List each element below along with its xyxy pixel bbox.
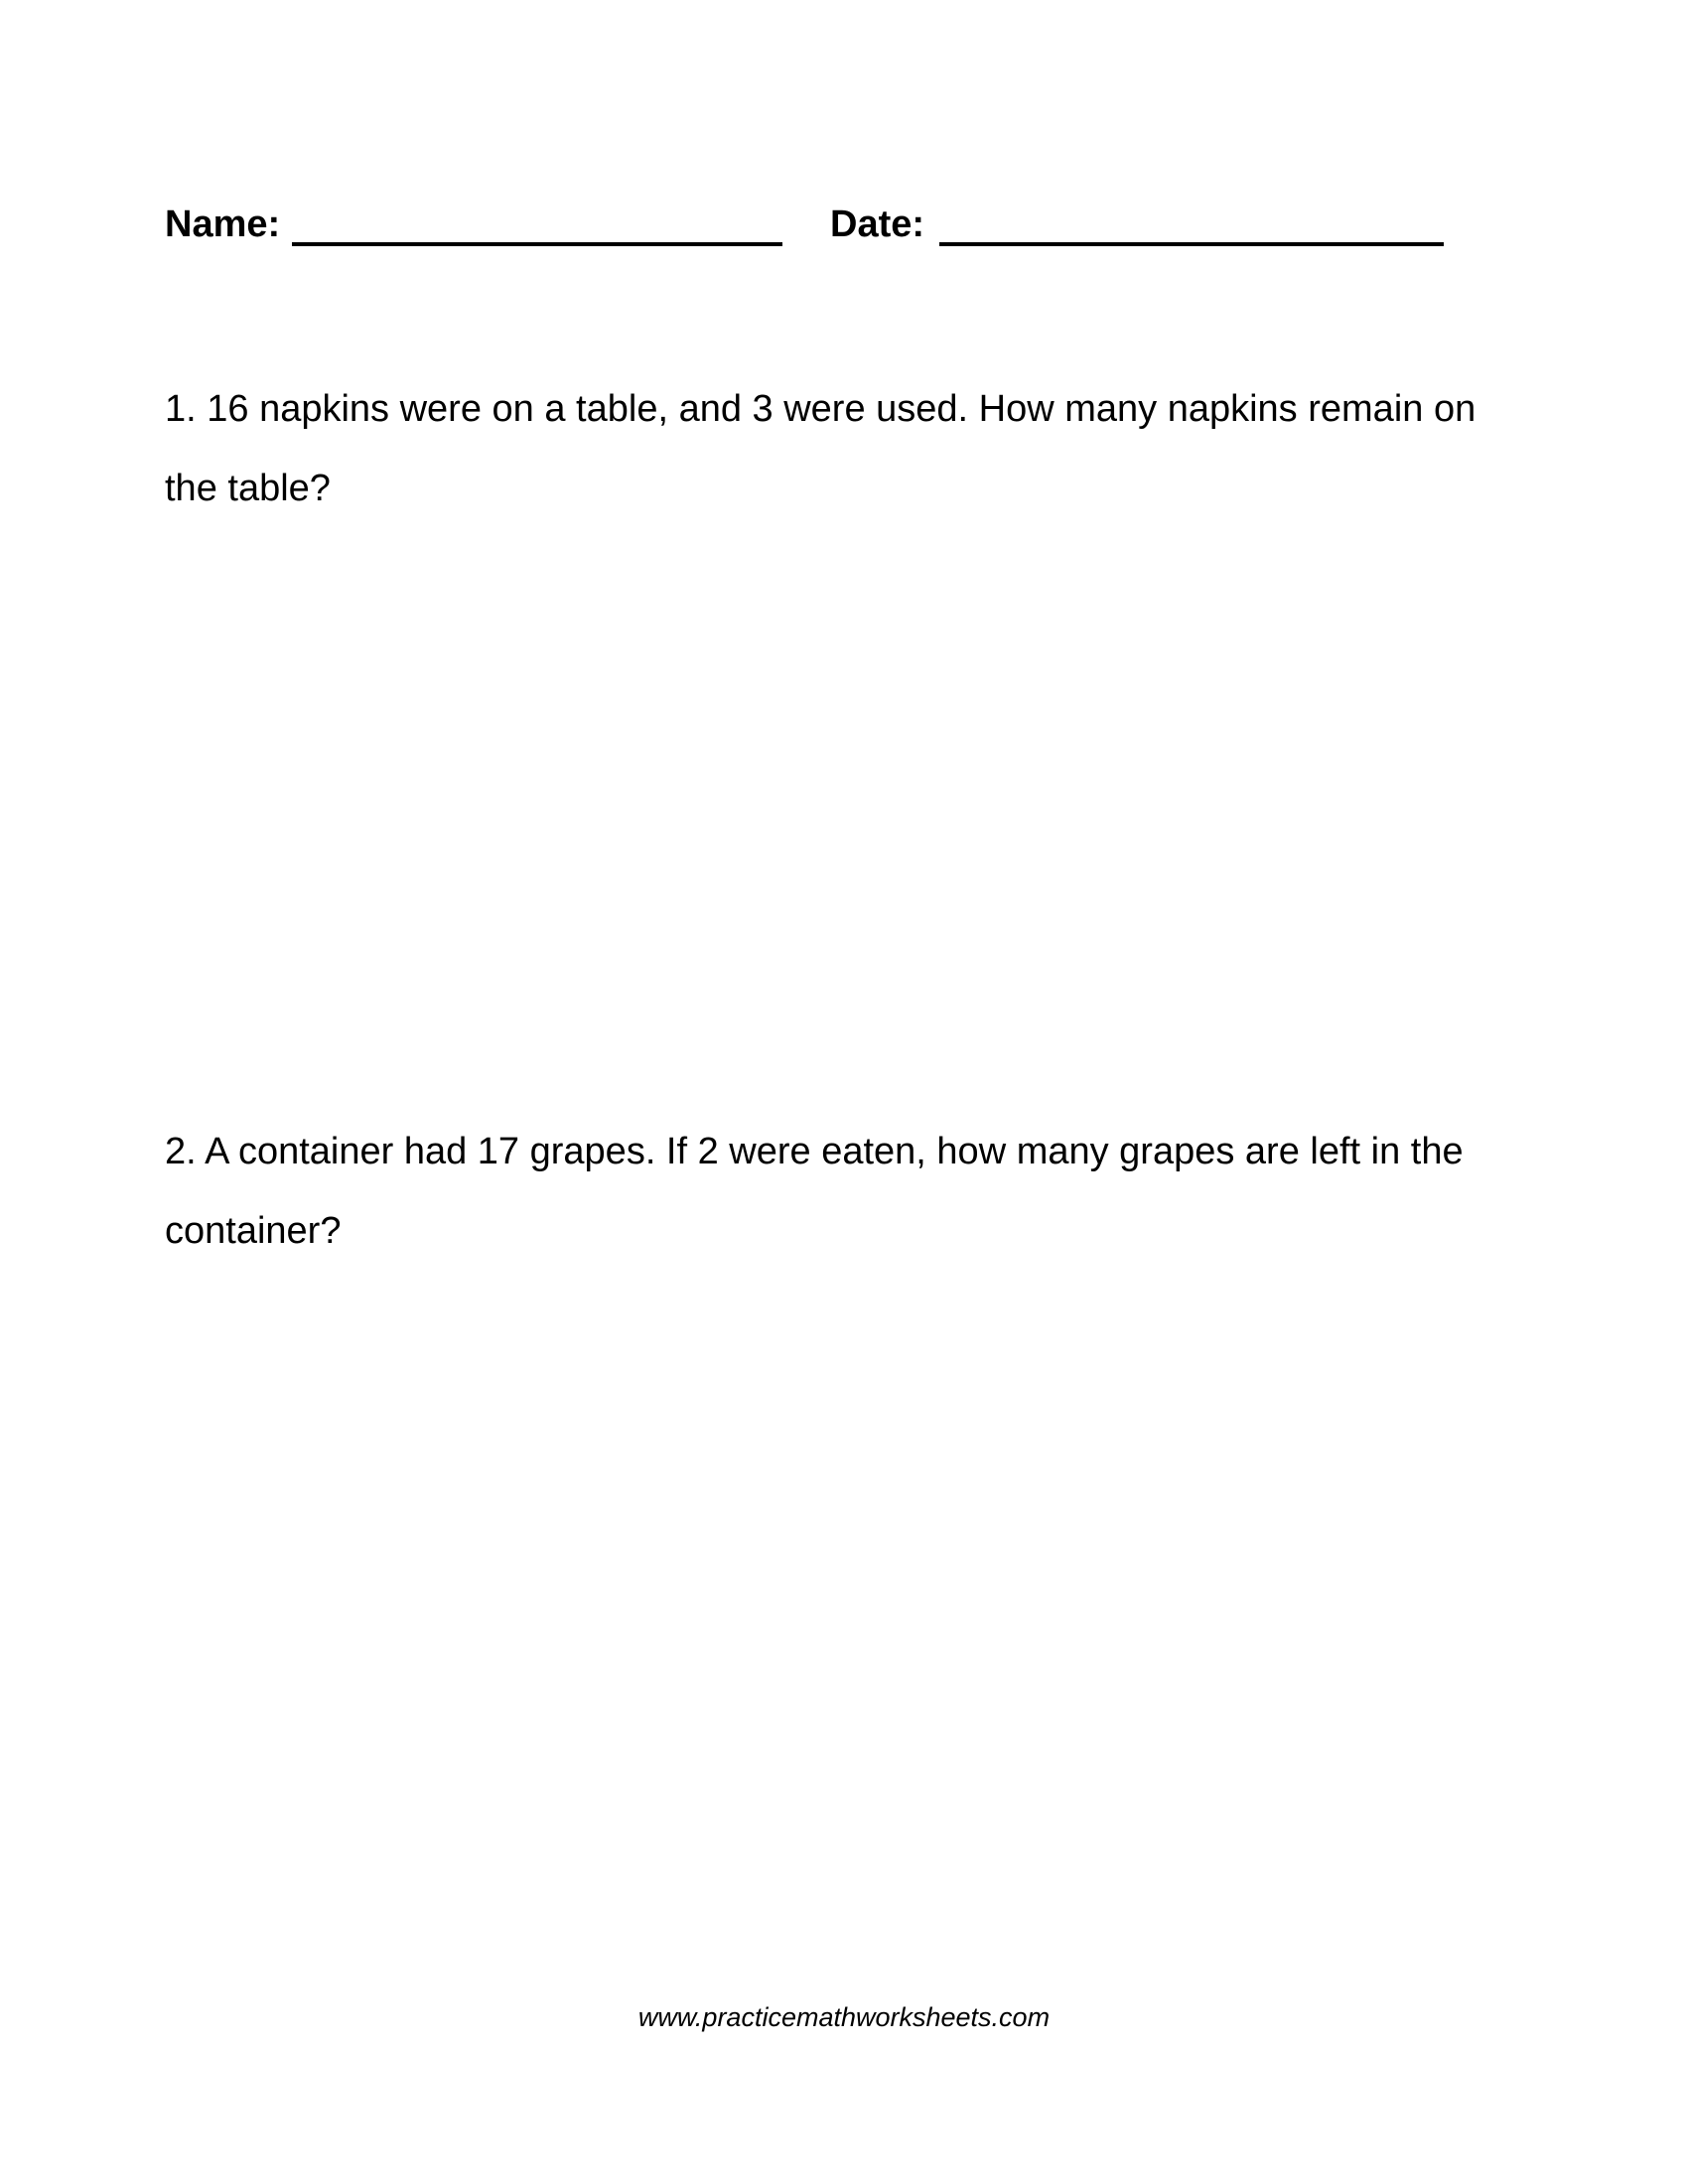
name-label: Name:	[165, 204, 281, 245]
date-blank-line[interactable]	[939, 242, 1444, 246]
name-field	[165, 195, 280, 254]
date-field	[830, 195, 924, 254]
footer-url: www.practicemathworksheets.com	[637, 2002, 1051, 2032]
worksheet-header	[165, 195, 1456, 254]
question-1: 1. 16 napkins were on a table, and 3 were used. How many napkins remain on the table?	[165, 388, 1477, 509]
name-blank-line[interactable]	[292, 242, 782, 246]
date-label: Date:	[830, 204, 925, 245]
question-2: 2. A container had 17 grapes. If 2 were eaten, how many grapes are left in the container?	[165, 1131, 1464, 1252]
